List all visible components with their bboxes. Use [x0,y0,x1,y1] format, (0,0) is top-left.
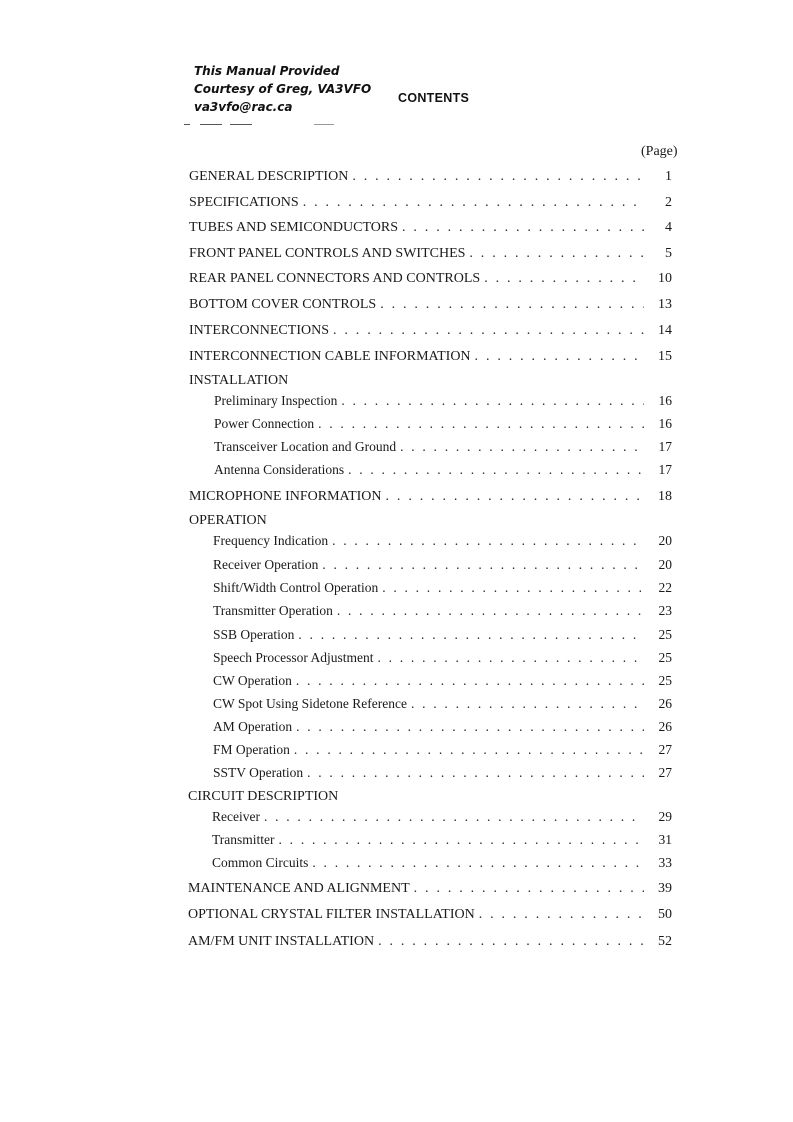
leader-dots [479,906,644,924]
courtesy-line-1: This Manual Provided [194,64,340,78]
toc-entry-label: Receiver Operation [213,557,319,572]
toc-entry-page: 13 [658,297,672,312]
toc-entry-label: Transceiver Location and Ground [214,439,397,454]
toc-entry-label: FRONT PANEL CONTROLS AND SWITCHES [189,246,466,261]
toc-subentry [214,392,672,410]
leader-dots [341,392,644,410]
page-title: CONTENTS [398,91,470,105]
toc-entry-page: 23 [658,603,672,618]
toc-entry-page: 22 [658,580,672,595]
toc-entry-page: 2 [665,195,672,210]
toc-entry [189,348,672,366]
toc-entry-page: 20 [658,557,672,572]
toc-entry-label: GENERAL DESCRIPTION [189,169,349,184]
toc-entry [189,245,672,263]
toc-subentry [213,695,672,713]
toc-entry-page: 1 [665,169,672,184]
toc-entry-label: Receiver [212,809,260,824]
leader-dots [400,438,644,456]
toc-entry-page: 16 [658,393,672,408]
toc-entry-page: 52 [658,934,672,949]
leader-dots [303,194,644,212]
toc-entry-label: CW Spot Using Sidetone Reference [213,696,407,711]
toc-entry-label: MAINTENANCE AND ALIGNMENT [188,881,410,896]
page-column-label: (Page) [641,144,678,159]
toc-entry [188,880,672,898]
toc-entry-page: 17 [658,462,672,477]
courtesy-line-3: va3vfo@rac.ca [194,100,293,114]
toc-entry [189,270,672,288]
toc-subentry [214,461,672,479]
toc-entry-label: INTERCONNECTION CABLE INFORMATION [189,349,471,364]
toc-subentry [212,854,672,872]
toc-entry-page: 10 [658,271,672,286]
toc-entry-page: 4 [665,220,672,235]
leader-dots [377,649,644,667]
leader-dots [475,348,644,366]
leader-dots [469,245,644,263]
toc-entry-label: Shift/Width Control Operation [213,580,379,595]
toc-entry-page: 25 [658,673,672,688]
toc-entry-page: 16 [658,416,672,431]
leader-dots [264,808,644,826]
leader-dots [332,532,644,550]
leader-dots [382,579,644,597]
toc-section-circuit-description: CIRCUIT DESCRIPTION [188,789,339,804]
toc-entry-page: 39 [658,881,672,896]
leader-dots [298,626,644,644]
toc-entry-page: 25 [658,650,672,665]
toc-entry-page: 27 [658,765,672,780]
toc-entry-label: SSB Operation [213,627,295,642]
toc-subentry [213,672,672,690]
toc-entry-page: 29 [658,809,672,824]
toc-subentry [212,831,672,849]
leader-dots [337,602,644,620]
toc-entry [189,488,672,506]
toc-entry-label: Power Connection [214,416,315,431]
toc-entry [189,296,672,314]
toc-entry-label: INTERCONNECTIONS [189,323,329,338]
leader-dots [386,488,644,506]
toc-entry-page: 15 [658,349,672,364]
leader-dots [322,556,644,574]
toc-section-operation: OPERATION [189,513,267,528]
toc-entry-label: AM Operation [213,719,293,734]
toc-entry-label: OPTIONAL CRYSTAL FILTER INSTALLATION [188,907,475,922]
toc-subentry [213,532,672,550]
toc-entry-page: 27 [658,742,672,757]
leader-dots [380,296,644,314]
leader-dots [414,880,644,898]
toc-entry-page: 26 [658,719,672,734]
toc-entry [188,933,672,951]
toc-subentry [212,808,672,826]
toc-section-installation: INSTALLATION [189,373,289,388]
toc-entry-label: AM/FM UNIT INSTALLATION [188,934,375,949]
leader-dots [318,415,644,433]
toc-entry-page: 25 [658,627,672,642]
toc-subentry [213,579,672,597]
toc-subentry [214,415,672,433]
leader-dots [352,168,644,186]
toc-entry-label: Transmitter Operation [213,603,333,618]
leader-dots [279,831,644,849]
toc-entry [188,906,672,924]
leader-dots [484,270,644,288]
toc-entry [189,322,672,340]
leader-dots [296,672,644,690]
toc-subentry [213,764,672,782]
toc-entry-page: 5 [665,246,672,261]
leader-dots [411,695,644,713]
leader-dots [296,718,644,736]
toc-entry-label: Transmitter [212,832,275,847]
toc-entry-page: 31 [658,832,672,847]
toc-entry-label: SSTV Operation [213,765,304,780]
toc-entry [189,168,672,186]
toc-entry-label: SPECIFICATIONS [189,195,299,210]
toc-entry-page: 50 [658,907,672,922]
toc-entry-label: Preliminary Inspection [214,393,338,408]
toc-entry-label: TUBES AND SEMICONDUCTORS [189,220,398,235]
leader-dots [333,322,644,340]
courtesy-line-2: Courtesy of Greg, VA3VFO [194,82,372,96]
toc-entry-label: Frequency Indication [213,533,329,548]
toc-entry-label: Common Circuits [212,855,309,870]
leader-dots [378,933,644,951]
toc-entry-label: BOTTOM COVER CONTROLS [189,297,377,312]
toc-entry-label: Speech Processor Adjustment [213,650,374,665]
leader-dots [312,854,644,872]
leader-dots [307,764,644,782]
toc-entry [189,194,672,212]
toc-entry-label: MICROPHONE INFORMATION [189,489,382,504]
toc-entry-label: REAR PANEL CONNECTORS AND CONTROLS [189,271,481,286]
toc-entry [189,219,672,237]
toc-entry-label: FM Operation [213,742,290,757]
toc-subentry [213,649,672,667]
leader-dots [348,461,644,479]
leader-dots [402,219,644,237]
toc-entry-label: CW Operation [213,673,292,688]
toc-subentry [213,741,672,759]
toc-entry-page: 18 [658,489,672,504]
toc-entry-page: 17 [658,439,672,454]
toc-subentry [213,556,672,574]
toc-entry-page: 26 [658,696,672,711]
toc-subentry [213,602,672,620]
leader-dots [294,741,644,759]
toc-entry-label: Antenna Considerations [214,462,345,477]
toc-subentry [213,626,672,644]
toc-entry-page: 33 [658,855,672,870]
toc-subentry [214,438,672,456]
toc-entry-page: 14 [658,323,672,338]
toc-entry-page: 20 [658,533,672,548]
toc-subentry [213,718,672,736]
